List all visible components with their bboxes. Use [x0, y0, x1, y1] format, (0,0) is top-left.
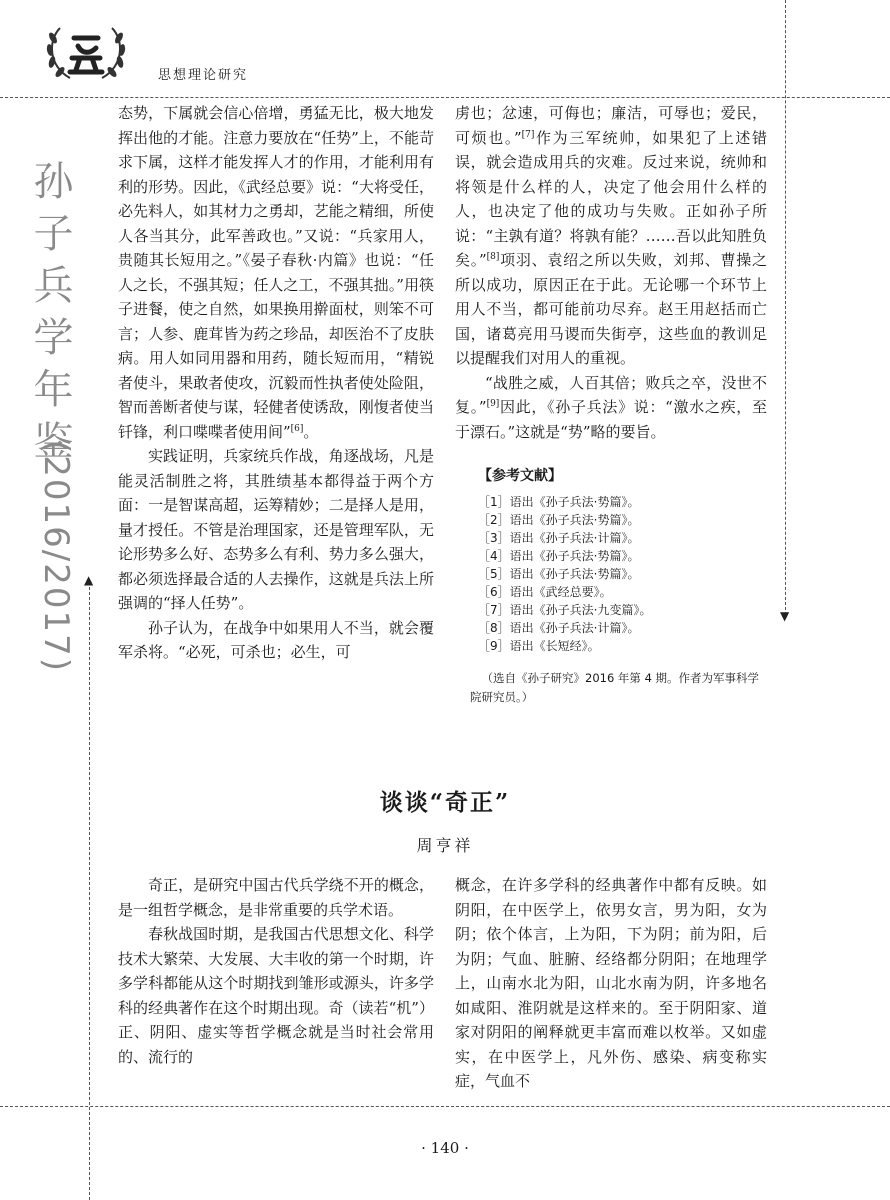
reference-item: ［8］语出《孙子兵法·计篇》。: [478, 621, 640, 635]
reference-item: ［2］语出《孙子兵法·势篇》。: [478, 513, 640, 527]
paragraph: 奇正，是研究中国古代兵学绕不开的概念，是一组哲学概念，是非常重要的兵学术语。: [118, 876, 434, 919]
citation-mark: [6]: [290, 423, 304, 434]
references-heading: 【参考文献】: [478, 468, 562, 484]
citation-mark: [9]: [486, 399, 500, 409]
paragraph: “战胜之威，人百其倍；败兵之卒，没世不复。”[9]因此，《孙子兵法》说：“激水之疾，至于漂石。”这就是“势”略的要旨。: [455, 373, 767, 441]
article2-left-column: [118, 873, 434, 1069]
article-title: 谈谈“奇正”: [379, 789, 511, 816]
up-arrow-icon: ▲: [84, 573, 94, 587]
reference-item: ［3］语出《孙子兵法·计篇》。: [478, 531, 640, 545]
paragraph: 虏也；忿速，可侮也；廉洁，可辱也；爱民，可烦也。”[7]作为三军统帅，如果犯了上述错误，就会造成用兵的灾难。反过来说，统帅和将领是什么样的人，决定了他会用什么样的人，也决定了他的成功与失败。正如孙子所说：“主孰有道？将孰有能？……吾以此知胜负矣。”[8]项羽、袁绍之所以失败，刘邦、曹操之所以成功，原因正在于此。无论哪一个环节上用人不当，都可能前功尽弃。赵王用赵括而亡国，诸葛亮用马谡而失街亭，这些血的教训足以提醒我们对用人的重视。: [455, 104, 767, 367]
top-dashed-rule: [0, 97, 890, 98]
reference-item: ［1］语出《孙子兵法·势篇》。: [478, 495, 640, 509]
citation-mark: [8]: [486, 252, 500, 262]
left-dashed-guide: [89, 582, 90, 1200]
source-note: （选自《孙子研究》2016 年第 4 期。作者为军事科学院研究员。）: [470, 671, 760, 704]
citation-mark: [7]: [521, 129, 535, 140]
right-dashed-guide: [785, 0, 786, 615]
section-label: 思想理论研究: [158, 68, 249, 83]
reference-item: ［9］语出《长短经》。: [478, 639, 600, 653]
yearbook-year: (2016/2017): [36, 440, 76, 674]
article2-right-column: [455, 873, 767, 1094]
yearbook-title: 孙子兵学年鉴: [27, 160, 73, 472]
article1-right-column: [455, 101, 767, 444]
reference-item: ［7］语出《孙子兵法·九变篇》。: [478, 603, 652, 617]
article1-left-column: [118, 101, 434, 665]
paragraph: 实践证明，兵家统兵作战，角逐战场，凡是能灵活制胜之将，其胜绩基本都得益于两个方面：一是智谋高超，运筹精妙；二是择人是用，量才授任。不管是治理国家，还是管理军队，无论形势多么好、态势多么有利、势力多么强大，都必须选择最合适的人去操作，这就是兵法上所强调的“择人任势”。: [118, 447, 434, 612]
reference-item: ［6］语出《武经总要》。: [478, 585, 612, 599]
paragraph: 孙子认为，在战争中如果用人不当，就会覆军杀将。“必死，可杀也；必生，可: [118, 618, 434, 661]
page-number: · 140 ·: [421, 1139, 469, 1157]
down-arrow-icon: ▼: [780, 609, 790, 623]
paragraph: 概念，在许多学科的经典著作中都有反映。如阴阳，在中医学上，依男女言，男为阳，女为阴；依个体言，上为阳，下为阴；前为阳，后为阴；气血、脏腑、经络都分阴阳；在地理学上，山南水北为阳，山北水南为阴，许多地名如咸阳、淮阴就是这样来的。至于阴阳家、道家对阴阳的阐释就更丰富而难以枚举。又如虚实，在中医学上，凡外伤、感染、病变称实症，气血不: [455, 876, 767, 1090]
bottom-dashed-rule: [0, 1106, 890, 1107]
laurel-wreath-emblem-icon: [40, 22, 132, 84]
paragraph: 态势，下属就会信心倍增，勇猛无比，极大地发挥出他的才能。注意力要放在“任势”上，不能苛求下属，这样才能发挥人才的作用，才能利用有利的形势。因此，《武经总要》说：“大将受任，必先料人，如其材力之勇却，艺能之精细，所使人各当其分，此军善政也。”又说：“兵家用人，贵随其长短用之。”《晏子春秋·内篇》也说：“任人之长，不强其短；任人之工，不强其拙。”用筷子进餐，使之自然，如果换用擀面杖，则笨不可言；人参、鹿茸皆为药之珍品，却医治不了皮肤病。用人如同用器和用药，随长短而用，“精锐者使斗，果敢者使攻，沉毅而性执者使处险阻，智而善断者使与谋，轻健者使诱敌，刚愎者使当钎锋，利口喋喋者使用间”[6]。: [118, 104, 434, 441]
reference-item: ［4］语出《孙子兵法·势篇》。: [478, 549, 640, 563]
article-author: 周亨祥: [416, 836, 474, 855]
paragraph: 春秋战国时期，是我国古代思想文化、科学技术大繁荣、大发展、大丰收的第一个时期，许多学科都能从这个时期找到雏形或源头，许多学科的经典著作在这个时期出现。奇（读若“机”）正、阴阳、虚实等哲学概念就是当时社会常用的、流行的: [118, 925, 434, 1066]
reference-item: ［5］语出《孙子兵法·势篇》。: [478, 567, 640, 581]
references-list: [478, 493, 778, 655]
